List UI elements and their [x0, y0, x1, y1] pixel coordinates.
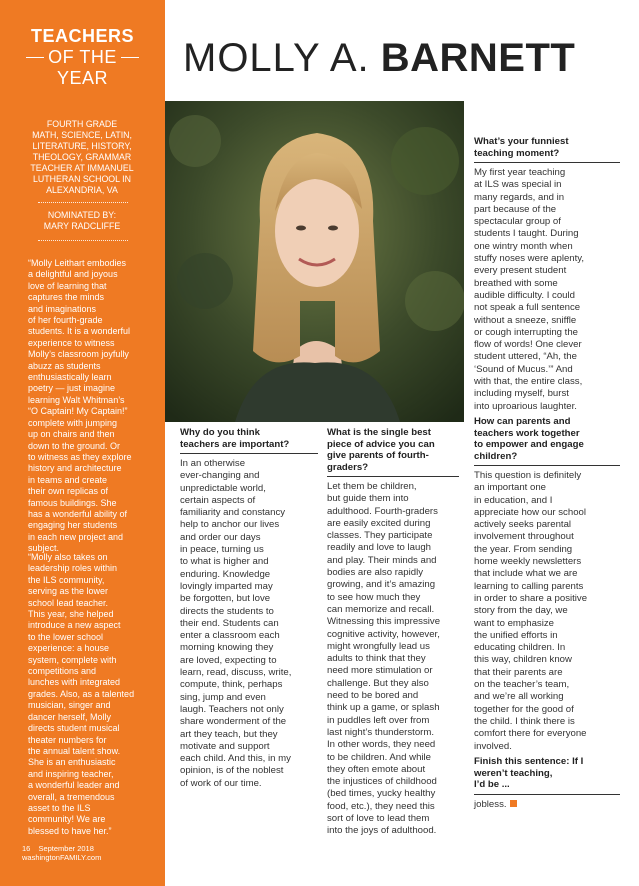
qa-block-1 [180, 427, 318, 790]
answer-parents-teachers: This question is definitely an important one in education, and I appreciate how our school actively seeks parental involvement throughout the year. From sending home weekly newsletters that include what we are learning to calling parents in order to share a positive story from the day, we want to emphasize the unified efforts in educating children. In this way, children know that their parents are on the teacher’s team, and we’re all working together for the good of the child. I think there is comfort there for everyone involved. [474, 470, 588, 752]
question-funniest-moment: What’s your funniest teaching moment? [474, 136, 620, 163]
divider [38, 240, 128, 241]
page-number: 16 [22, 844, 31, 853]
qa-block-4 [474, 416, 620, 753]
qa-block-3 [474, 136, 620, 413]
answer-advice-parents: Let them be children, but guide them into adulthood. Fourth-graders are easily excited during classes. They participate readily and love to laugh and play. Their minds and bodies are also rapidly growing, and it’s amazing to see how much they can memorize and recall. Witnessing this impressive cognitive activity, however, might wrongfully lead us adults to think that they need more stimulation or challenge. But they also need to be bored and think up a game, or splash in puddles left over from last night’s thunderstorm. In other words, they need to be children. And while they often emote about the injustices of childhood (bed times, yucky healthy food, etc.), they need this sort of love to lead them into the joys of adulthood. [327, 481, 441, 837]
question-finish-sentence: Finish this sentence: If I weren’t teaching, I’d be ... [474, 756, 620, 795]
website: washingtonFAMILY.com [22, 853, 102, 862]
end-mark-square-icon [510, 800, 517, 807]
nomination-quote-1: “Molly Leithart embodies a delightful and joyous love of learning that captures the minds and imaginations of her fourth-grade students. It is a wonderful experience to witness Molly’s classroom joyfully abuzz as students enthusiastically learn poetry — just imagine learning Walt Whitman’s “O Captain! My Captain!” complete with jumping up on chairs and then down to the ground. Or to witness as they explore history and architecture in teams and create their own replicas of famous buildings. She has a wonderful ability of engaging her students in each new project and subject. [28, 258, 132, 554]
sidebar [0, 0, 165, 886]
section-title-line1: TEACHERS [30, 26, 134, 46]
qa-block-2 [327, 427, 459, 838]
teacher-last-name: BARNETT [380, 36, 576, 80]
answer-finish-sentence-text: jobless. [474, 798, 507, 810]
section-title-line2: OF THE [48, 47, 117, 67]
question-advice-parents: What is the single best piece of advice you can give parents of fourth- graders? [327, 427, 459, 477]
answer-teachers-important: In an otherwise ever-changing and unpredictable world, certain aspects of familiarity and constancy help to anchor our lives and order our days in peace, turning us to what is higher and enduring. Knowledge lovingly imparted may be forgotten, but love directs the students to their end. Students can enter a classroom each morning knowing they are loved, expecting to learn, read, discuss, write, compute, think, perhaps sing, jump and even laugh. Teachers not only share wonderment of the art they teach, but they motivate and support each child. And this, in my opinion, is of the noblest of work of our time. [180, 458, 292, 789]
question-teachers-important: Why do you think teachers are important? [180, 427, 318, 454]
teacher-photo [165, 101, 464, 422]
teacher-name [183, 35, 575, 81]
section-title [0, 26, 165, 88]
portrait-illustration [165, 101, 464, 422]
nominated-by: NOMINATED BY: MARY RADCLIFFE [43, 210, 121, 231]
page-footer [22, 844, 165, 862]
divider [38, 202, 128, 203]
section-title-line3: YEAR [56, 68, 109, 88]
qa-block-5 [474, 756, 620, 811]
answer-finish-sentence [474, 799, 620, 811]
answer-funniest-moment: My first year teaching at ILS was special in many regards, and in part because of the spectacular group of students I taught. During one wintry month when stuffy noses were aplenty, every present student breathed with some audible difficulty. I could not speak a full sentence without a sneeze, sniffle or cough interrupting the flow of words! One clever student uttered, “Ah, the ‘Sound of Mucus.’” And with that, the entire class, including myself, burst into uproarious laughter. [474, 167, 585, 412]
title-dash-left [26, 57, 44, 58]
teacher-info: FOURTH GRADE MATH, SCIENCE, LATIN, LITERATURE, HISTORY, THEOLOGY, GRAMMAR TEACHER AT IMMANUEL LUTHERAN SCHOOL IN ALEXANDRIA, VA [30, 119, 134, 195]
nomination-quote-2: “Molly also takes on leadership roles within the ILS community, serving as the lower school lead teacher. This year, she helped introduce a new aspect to the lower school experience: a house system, complete with competitions and lunches with integrated grades. Also, as a talented musician, singer and dancer herself, Molly directs student musical theater numbers for the annual talent show. She is an enthusiastic and inspiring teacher, a wonderful leader and overall, a tremendous asset to the ILS community! We are blessed to have her.” [28, 552, 135, 836]
issue-date: September 2018 [38, 844, 94, 853]
question-parents-teachers: How can parents and teachers work together to empower and engage children? [474, 416, 620, 466]
teacher-first-name: MOLLY A. [183, 36, 370, 80]
title-dash-right [121, 57, 139, 58]
